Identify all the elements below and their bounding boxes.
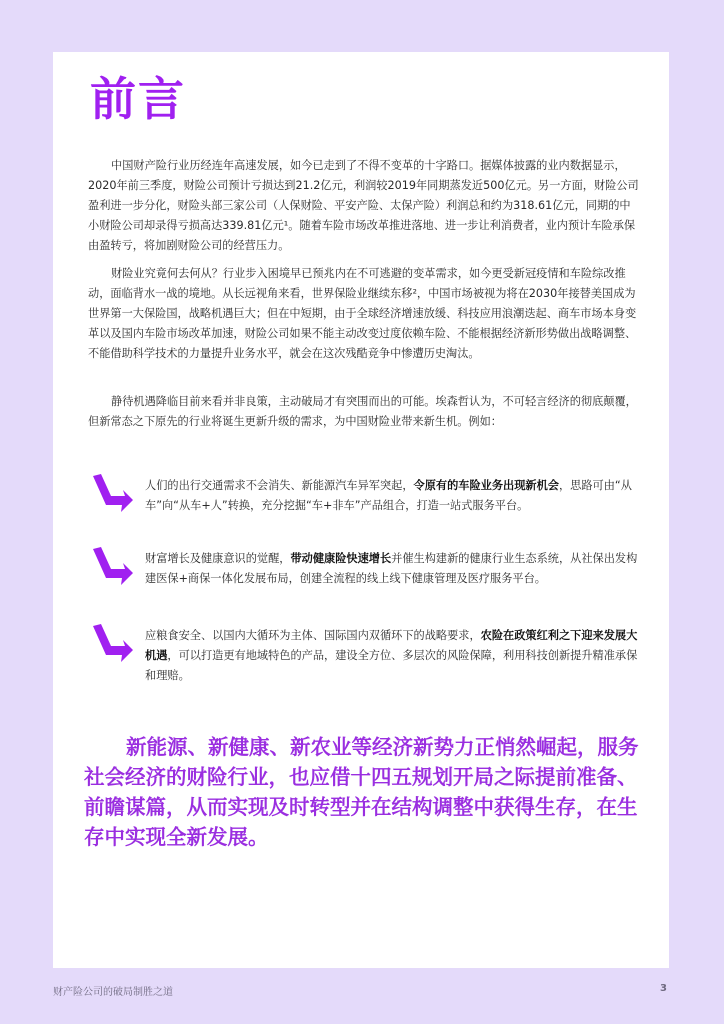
footer-title: 财产险公司的破局制胜之道 [53,987,173,998]
page-title: 前言 [90,72,186,126]
page-number: 3 [660,983,667,994]
bullet-text-agriculture: 应粮食安全、以国内大循环为主体、国际国内双循环下的战略要求，农险在政策红利之下迎来发展大机遇，可以打造更有地域特色的产品，建设全方位、多层次的风险保障，利用科技创新提升精准承保和理赔。 [145,629,638,682]
intro-paragraph-2: 财险业究竟何去何从？行业步入困境早已预兆内在不可逃避的变革需求，如今更受新冠疫情和车险综改推动，面临背水一战的境地。从长远视角来看，世界保险业继续东移²，中国市场被视为将在2030年接替美国成为世界第一大保险国，战略机遇巨大；但在中短期，由于全球经济增速放缓、科技应用浪潮迭起、商车市场本身变革以及国内车险市场改革加速，财险公司如果不能主动改变过度依赖车险、不能根据经济新形势做出战略调整、不能借助科学技术的力量提升业务水平，就会在这次残酷竞争中惨遭历史淘汰。 [88,267,637,360]
bullet-text-auto: 人们的出行交通需求不会消失、新能源汽车异军突起，令原有的车险业务出现新机会，思路可由“从车”向“从车+人”转换，充分挖掘“车+非车”产品组合，打造一站式服务平台。 [145,479,632,512]
highlight-statement: 新能源、新健康、新农业等经济新势力正悄然崛起，服务社会经济的财险行业，也应借十四五规划开局之际提前准备、前瞻谋篇，从而实现及时转型并在结构调整中获得生存，在生存中实现全新发展。 [84,735,639,849]
arrow-down-right-icon [91,472,135,516]
bullet-text-health: 财富增长及健康意识的觉醒，带动健康险快速增长并催生构建新的健康行业生态系统，从社保出发构建医保+商保一体化发展布局，创建全流程的线上线下健康管理及医疗服务平台。 [145,552,638,585]
arrow-down-right-icon [91,545,135,589]
intro-paragraph-1: 中国财产险行业历经连年高速发展，如今已走到了不得不变革的十字路口。据媒体披露的业内数据显示，2020年前三季度，财险公司预计亏损达到21.2亿元，利润较2019年同期蒸发近500亿元。另一方面，财险公司盈利进一步分化，财险头部三家公司（人保财险、平安产险、太保产险）利润总和约为318.61亿元，同期的中小财险公司却录得亏损高达339.81亿元¹。随着车险市场改革推进落地、进一步让利消费者，业内预计车险承保由盈转亏，将加剧财险公司的经营压力。 [88,159,639,252]
document-page [53,52,669,968]
arrow-down-right-icon [91,622,135,666]
intro-paragraph-3: 静待机遇降临目前来看并非良策，主动破局才有突围而出的可能。埃森哲认为，不可轻言经济的彻底颠覆，但新常态之下原先的行业将诞生更新升级的需求，为中国财险业带来新生机。例如： [88,395,637,428]
